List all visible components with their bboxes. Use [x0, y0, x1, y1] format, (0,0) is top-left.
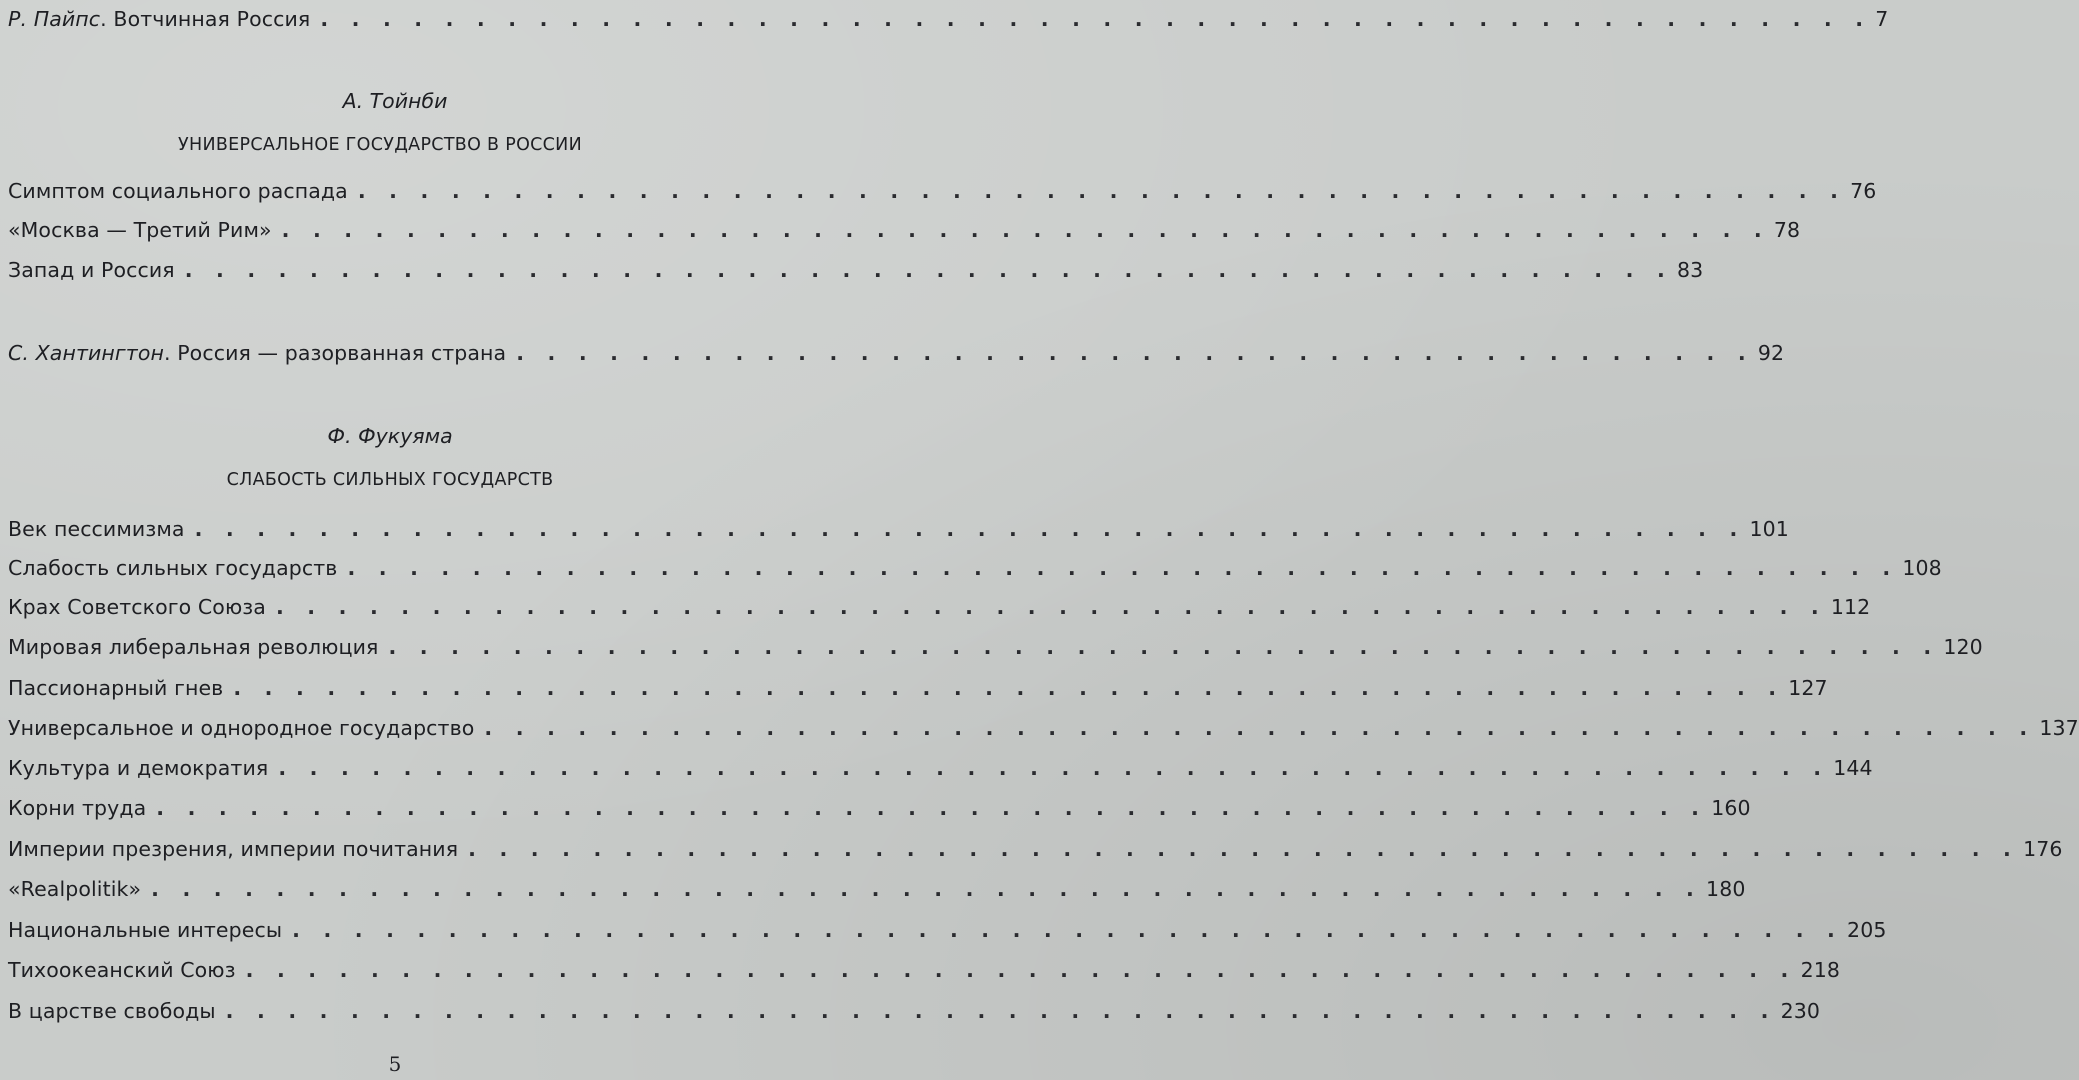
section-heading-toynbee: УНИВЕРСАЛЬНОЕ ГОСУДАРСТВО В РОССИИ [178, 135, 582, 155]
toc-page-number: 76 [1850, 179, 1877, 203]
dot-leader: . . . . . . . . . . . . . . . . . . . . . . . . . . . . . . . . . . . . . . . . . . . . . . . . [357, 179, 1847, 203]
toc-page-number: 108 [1902, 556, 1942, 580]
toc-entry-title: Тихоокеанский Союз [8, 958, 236, 982]
author-heading-fukuyama: Ф. Фукуяма [327, 424, 453, 448]
toc-page-number: 160 [1711, 796, 1751, 820]
toc-entry-title: Симптом социального распада [8, 179, 348, 203]
toc-entry-title: Крах Советского Союза [8, 595, 266, 619]
dot-leader: . . . . . . . . . . . . . . . . . . . . . . . . . . . . . . . . . . . . . . . . . . . . . . . . . . [278, 756, 1830, 780]
toc-entry [8, 594, 1871, 620]
toc-entry [8, 795, 1751, 821]
toc-entry-title: Культура и демократия [8, 756, 269, 780]
toc-entry-title: «Москва — Третий Рим» [8, 218, 272, 242]
dot-leader: . . . . . . . . . . . . . . . . . . . . . . . . . . . . . . . . . . . . . . . . . . . . . . . . . . [320, 7, 1872, 31]
dot-leader: . . . . . . . . . . . . . . . . . . . . . . . . . . . . . . . . . . . . . . . . . . . . . . . . . . [275, 595, 1827, 619]
dot-leader: . . . . . . . . . . . . . . . . . . . . . . . . . . . . . . . . . . . . . . . . . . . . . . . . [281, 218, 1770, 242]
toc-entry-title: Универсальное и однородное государство [8, 716, 475, 740]
toc-page-number: 101 [1749, 517, 1789, 541]
toc-entry-title-text: . Россия — разорванная страна [163, 341, 507, 365]
dot-leader: . . . . . . . . . . . . . . . . . . . . . . . . . . . . . . . . . . . . . . . . . . . . . . . . . . [225, 999, 1777, 1023]
dot-leader: . . . . . . . . . . . . . . . . . . . . . . . . . . . . . . . . . . . . . . . . . . . . . . . . . . [233, 676, 1785, 700]
dot-leader: . . . . . . . . . . . . . . . . . . . . . . . . . . . . . . . . . . . . . . . . . . . . . . . . . . [151, 877, 1703, 901]
toc-entry [8, 178, 1877, 204]
toc-page-number: 144 [1833, 756, 1873, 780]
dot-leader: . . . . . . . . . . . . . . . . . . . . . . . . . . . . . . . . . . . . . . . . . . . . . . . . . . [194, 517, 1746, 541]
dot-leader: . . . . . . . . . . . . . . . . . . . . . . . . . . . . . . . . . . . . . . . . . . . . . . . . . . [156, 796, 1708, 820]
toc-page-number: 112 [1830, 595, 1871, 619]
dot-leader: . . . . . . . . . . . . . . . . . . . . . . . . . . . . . . . . . . . . . . . . . . . . . . . . . . [347, 556, 1899, 580]
toc-entry-title: Век пессимизма [8, 517, 185, 541]
section-heading-fukuyama: СЛАБОСТЬ СИЛЬНЫХ ГОСУДАРСТВ [226, 470, 554, 490]
toc-entry-title [8, 6, 310, 32]
toc-entry-huntington [8, 340, 1785, 366]
toc-page-number: 180 [1706, 877, 1746, 901]
toc-page-number: 218 [1800, 958, 1840, 982]
toc-entry [8, 634, 1983, 660]
dot-leader: . . . . . . . . . . . . . . . . . . . . . . . . . . . . . . . . . . . . . . . . . . . . . . . . . . [484, 716, 2036, 740]
toc-entry-author: С. Хантингтон [8, 341, 164, 365]
toc-entry [8, 836, 2063, 862]
dot-leader: . . . . . . . . . . . . . . . . . . . . . . . . . . . . . . . . . . . . . . . . . . . . . . . . . . [468, 837, 2020, 861]
toc-entry [8, 257, 1704, 283]
dot-leader: . . . . . . . . . . . . . . . . . . . . . . . . . . . . . . . . . . . . . . . . . . . . . . . . . . [245, 958, 1797, 982]
toc-page-number: 7 [1875, 7, 1889, 31]
toc-entry [8, 516, 1789, 542]
dot-leader: . . . . . . . . . . . . . . . . . . . . . . . . . . . . . . . . . . . . . . . . [516, 341, 1754, 365]
toc-entry [8, 715, 2079, 741]
toc-page-number: 127 [1788, 676, 1828, 700]
toc-entry [8, 675, 1828, 701]
toc-entry [8, 998, 1821, 1024]
dot-leader: . . . . . . . . . . . . . . . . . . . . . . . . . . . . . . . . . . . . . . . . . . . . . . . . . . [292, 918, 1844, 942]
toc-entry [8, 876, 1746, 902]
toc-entry-title: Национальные интересы [8, 918, 283, 942]
dot-leader: . . . . . . . . . . . . . . . . . . . . . . . . . . . . . . . . . . . . . . . . . . . . . . . . [184, 258, 1673, 282]
toc-page-number: 137 [2039, 716, 2079, 740]
author-heading-toynbee: А. Тойнби [342, 89, 448, 113]
toc-entry [8, 755, 1873, 781]
toc-entry-title: Слабость сильных государств [8, 556, 338, 580]
toc-entry [8, 957, 1840, 983]
toc-entry-author: Р. Пайпс [8, 7, 101, 31]
toc-entry [8, 917, 1887, 943]
toc-page-number: 83 [1676, 258, 1704, 282]
toc-entry-title: Корни труда [8, 796, 147, 820]
toc-page-number: 120 [1943, 635, 1983, 659]
toc-page-number: 78 [1773, 218, 1801, 242]
toc-entry-title: Империи презрения, империи почитания [8, 837, 459, 861]
toc-entry-title: В царстве свободы [8, 999, 216, 1023]
toc-page-number: 176 [2023, 837, 2063, 861]
toc-entry-title: «Realpolitik» [8, 877, 142, 901]
toc-entry [8, 555, 1942, 581]
toc-entry-title: Мировая либеральная революция [8, 635, 379, 659]
toc-entry-title-text: . Вотчинная Россия [100, 7, 311, 31]
toc-entry-title [8, 340, 506, 366]
toc-entry-title: Запад и Россия [8, 258, 175, 282]
toc-page-number: 230 [1780, 999, 1821, 1023]
page-number-folio: 5 [388, 1052, 402, 1076]
toc-entry [8, 217, 1801, 243]
dot-leader: . . . . . . . . . . . . . . . . . . . . . . . . . . . . . . . . . . . . . . . . . . . . . . . . . . [388, 635, 1940, 659]
toc-entry-pipes [8, 6, 1889, 32]
toc-entry-title: Пассионарный гнев [8, 676, 224, 700]
toc-page-number: 92 [1757, 341, 1785, 365]
toc-page-number: 205 [1847, 918, 1887, 942]
